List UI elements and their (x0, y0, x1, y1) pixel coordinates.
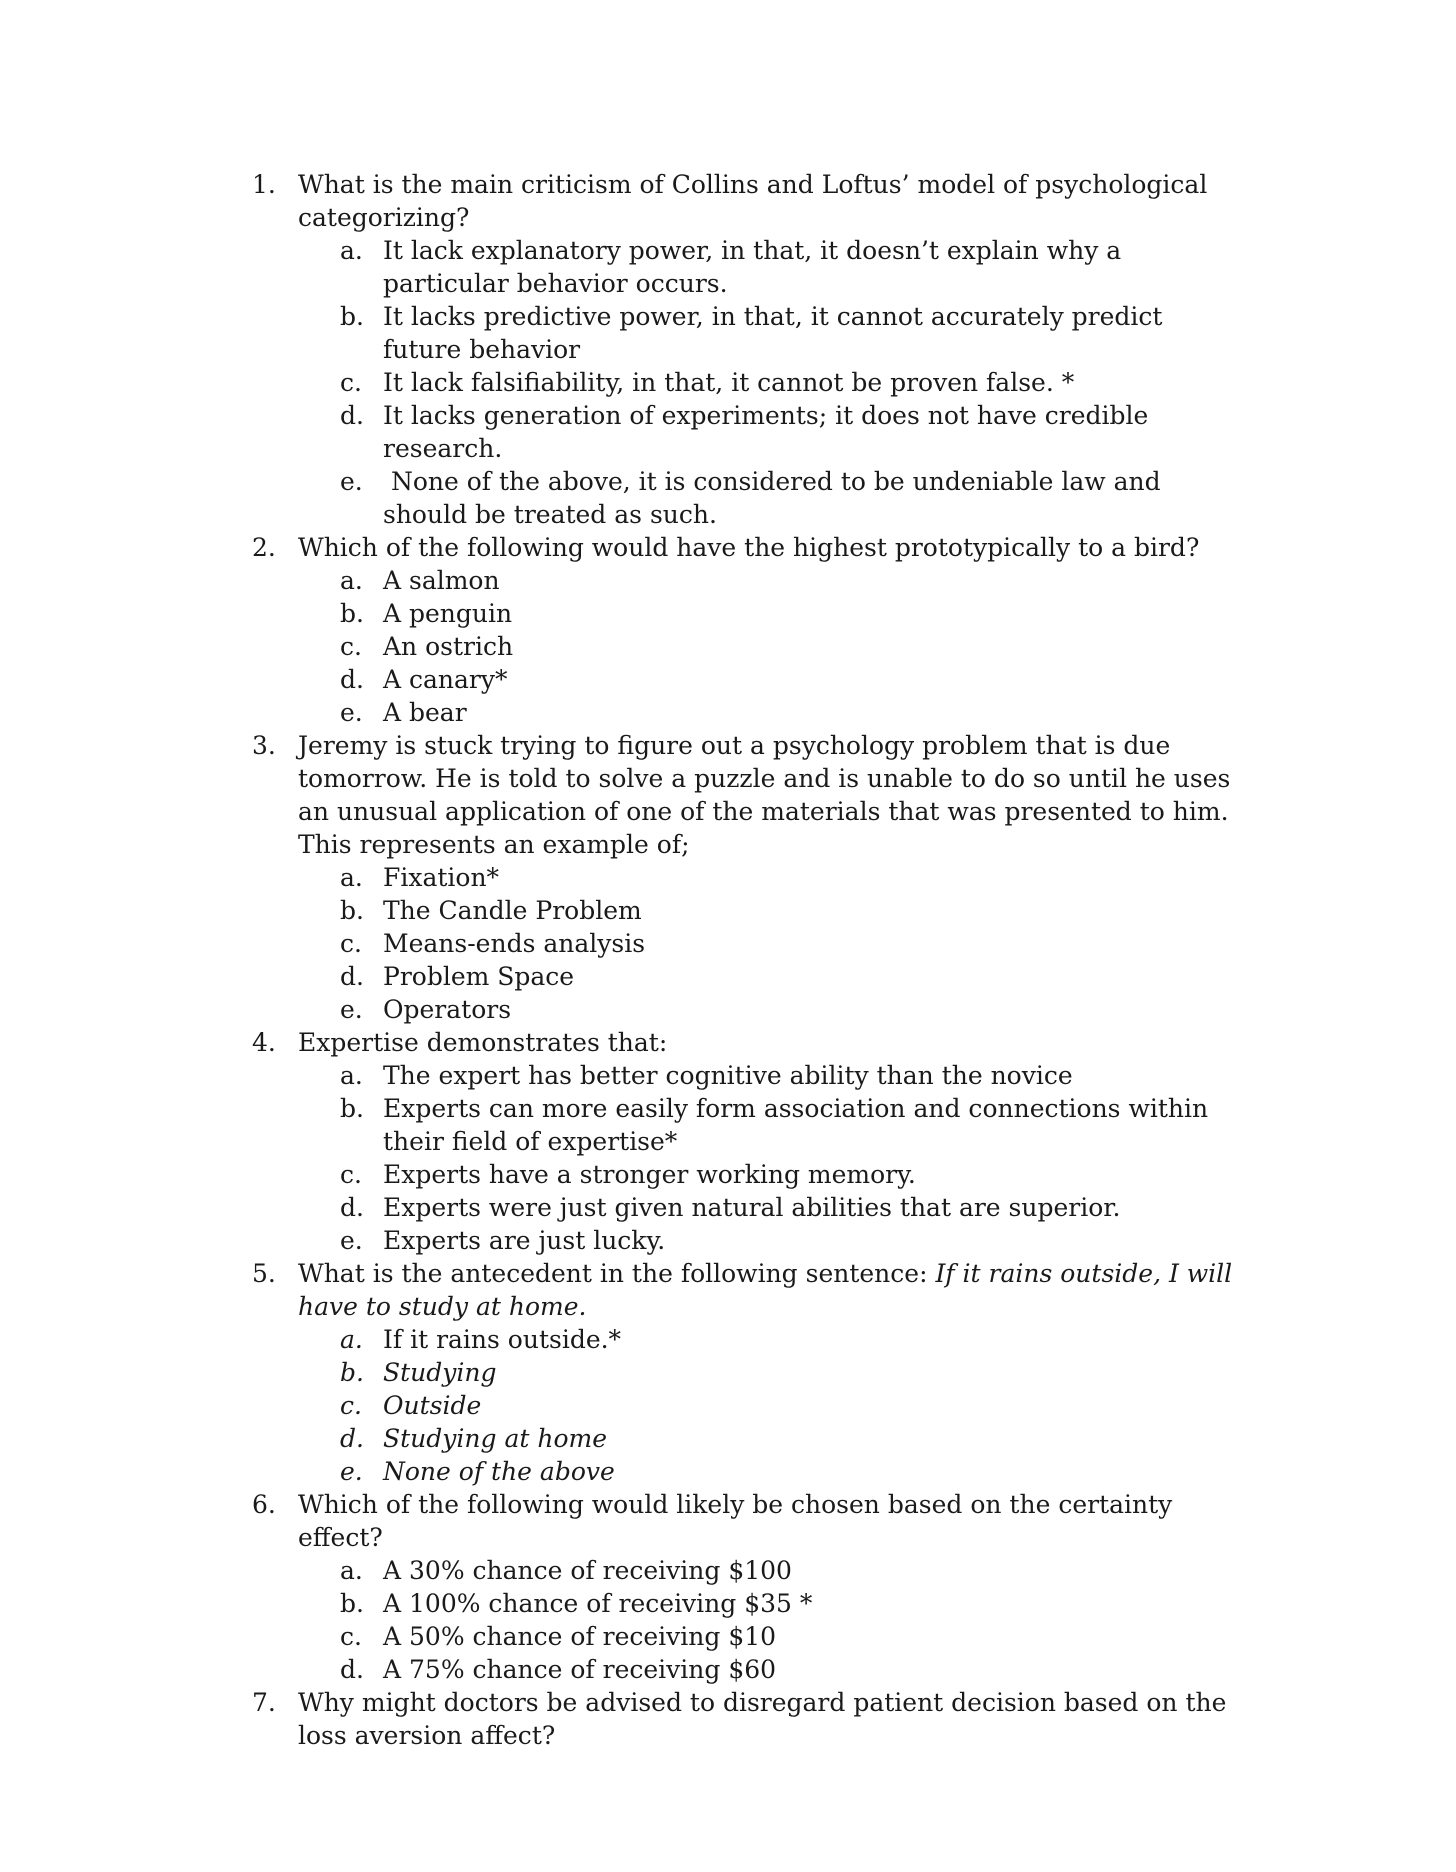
option-item (298, 960, 1242, 993)
option-letter: e. (340, 1226, 363, 1255)
option-letter: a. (340, 1061, 363, 1090)
option-text: An ostrich (383, 632, 514, 661)
option-item (298, 630, 1242, 663)
option-item (298, 1389, 1242, 1422)
option-item (298, 234, 1242, 300)
option-item (298, 300, 1242, 366)
option-list (298, 861, 1242, 1026)
option-letter: a. (340, 566, 363, 595)
option-letter: b. (340, 1358, 364, 1387)
option-item (298, 663, 1242, 696)
option-item (298, 597, 1242, 630)
question-text-italic: If it rains outside, I will have to study at home. (298, 1259, 1233, 1321)
option-text: A 100% chance of receiving $35 * (383, 1589, 813, 1618)
option-item (298, 1059, 1242, 1092)
option-text: A bear (383, 698, 467, 727)
option-letter: a. (340, 1556, 363, 1585)
option-item (298, 861, 1242, 894)
option-item (298, 894, 1242, 927)
option-item (298, 1620, 1242, 1653)
option-letter: c. (340, 368, 362, 397)
option-text: Experts have a stronger working memory. (383, 1160, 916, 1189)
option-item (298, 1191, 1242, 1224)
option-item (298, 1158, 1242, 1191)
option-item (298, 1455, 1242, 1488)
question-1 (252, 168, 1242, 531)
option-item (298, 564, 1242, 597)
option-letter: e. (340, 467, 363, 496)
option-text: Outside (383, 1391, 482, 1420)
option-item (298, 465, 1242, 531)
question-7 (252, 1686, 1242, 1752)
question-number: 7. (252, 1688, 276, 1717)
option-letter: d. (340, 1424, 364, 1453)
question-number: 2. (252, 533, 276, 562)
option-letter: e. (340, 995, 363, 1024)
option-letter: c. (340, 929, 362, 958)
option-text: Studying (383, 1358, 497, 1387)
option-letter: b. (340, 599, 364, 628)
question-text-plain: What is the antecedent in the following sentence: (298, 1259, 936, 1288)
question-text: Which of the following would likely be chosen based on the certainty effect? (298, 1490, 1173, 1552)
option-item (298, 366, 1242, 399)
question-text: What is the main criticism of Collins and Loftus’ model of psychological categorizing? (298, 170, 1208, 232)
option-item (298, 696, 1242, 729)
option-text: The expert has better cognitive ability than the novice (383, 1061, 1073, 1090)
option-text: It lacks generation of experiments; it does not have credible research. (383, 401, 1149, 463)
option-text: It lack falsifiability, in that, it cannot be proven false. * (383, 368, 1075, 397)
option-text: Studying at home (383, 1424, 607, 1453)
option-text: A 50% chance of receiving $10 (383, 1622, 777, 1651)
option-text: Experts were just given natural abilities that are superior. (383, 1193, 1121, 1222)
option-letter: c. (340, 1622, 362, 1651)
question-5 (252, 1257, 1242, 1488)
option-letter: d. (340, 665, 364, 694)
question-text (298, 1257, 1242, 1323)
option-text: Problem Space (383, 962, 575, 991)
option-letter: c. (340, 632, 362, 661)
option-text: Experts are just lucky. (383, 1226, 666, 1255)
question-text: Jeremy is stuck trying to figure out a psychology problem that is due tomorrow. He is told to solve a puzzle and is unable to do so until he uses an unusual application of one of the materials that was presented to him. This represents an example of; (298, 731, 1231, 859)
option-item (298, 1653, 1242, 1686)
question-3 (252, 729, 1242, 1026)
question-number: 1. (252, 170, 276, 199)
option-item (298, 399, 1242, 465)
option-list (298, 564, 1242, 729)
option-letter: a. (340, 863, 363, 892)
option-text: A canary* (383, 665, 508, 694)
question-number: 6. (252, 1490, 276, 1519)
option-letter: a. (340, 236, 363, 265)
option-item (298, 927, 1242, 960)
question-number: 3. (252, 731, 276, 760)
option-item (298, 1587, 1242, 1620)
option-text: A 75% chance of receiving $60 (383, 1655, 777, 1684)
option-text: Means-ends analysis (383, 929, 646, 958)
question-2 (252, 531, 1242, 729)
option-text: Fixation* (383, 863, 500, 892)
question-6 (252, 1488, 1242, 1686)
option-text: If it rains outside.* (383, 1325, 622, 1354)
option-item (298, 1422, 1242, 1455)
option-letter: d. (340, 1193, 364, 1222)
option-text: A salmon (383, 566, 500, 595)
option-text: A penguin (383, 599, 513, 628)
option-letter: b. (340, 896, 364, 925)
option-list (298, 1323, 1242, 1488)
question-number: 5. (252, 1259, 276, 1288)
option-text: None of the above (383, 1457, 615, 1486)
option-letter: e. (340, 1457, 363, 1486)
option-letter: b. (340, 1589, 364, 1618)
option-item (298, 1323, 1242, 1356)
option-letter: b. (340, 302, 364, 331)
option-text: None of the above, it is considered to be undeniable law and should be treated as such. (383, 467, 1169, 529)
question-4 (252, 1026, 1242, 1257)
option-letter: d. (340, 401, 364, 430)
option-list (298, 1059, 1242, 1257)
option-letter: c. (340, 1391, 362, 1420)
option-text: Experts can more easily form association and connections within their field of expertise* (383, 1094, 1209, 1156)
option-letter: e. (340, 698, 363, 727)
option-item (298, 993, 1242, 1026)
option-letter: a. (340, 1325, 363, 1354)
option-text: It lacks predictive power, in that, it cannot accurately predict future behavior (383, 302, 1163, 364)
option-list (298, 234, 1242, 531)
question-text: Which of the following would have the highest prototypically to a bird? (298, 533, 1200, 562)
option-letter: c. (340, 1160, 362, 1189)
question-number: 4. (252, 1028, 276, 1057)
option-item (298, 1092, 1242, 1158)
option-item (298, 1224, 1242, 1257)
option-text: The Candle Problem (383, 896, 642, 925)
option-letter: d. (340, 962, 364, 991)
option-item (298, 1356, 1242, 1389)
option-letter: b. (340, 1094, 364, 1123)
option-text: It lack explanatory power, in that, it doesn’t explain why a particular behavior occurs. (383, 236, 1122, 298)
option-text: Operators (383, 995, 512, 1024)
option-item (298, 1554, 1242, 1587)
question-list (252, 168, 1242, 1752)
question-text: Why might doctors be advised to disregard patient decision based on the loss aversion affect? (298, 1688, 1227, 1750)
question-text: Expertise demonstrates that: (298, 1028, 668, 1057)
option-list (298, 1554, 1242, 1686)
option-text: A 30% chance of receiving $100 (383, 1556, 792, 1585)
option-letter: d. (340, 1655, 364, 1684)
